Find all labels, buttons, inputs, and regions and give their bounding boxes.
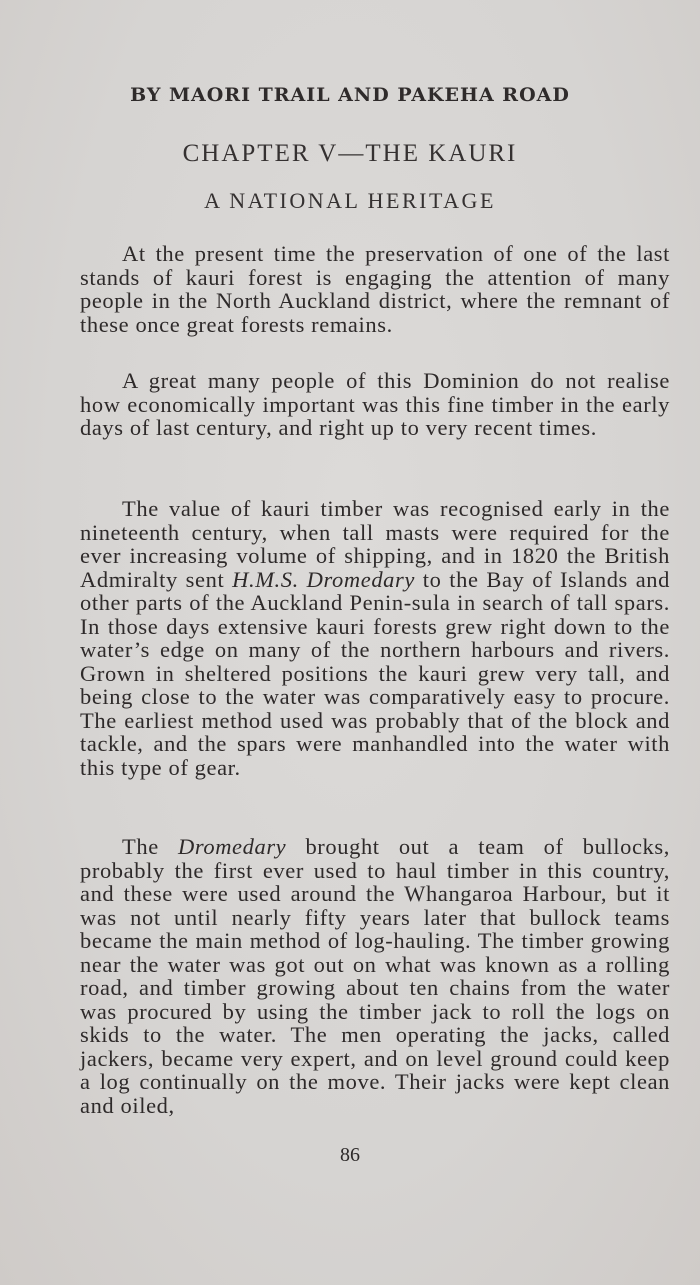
page-number: 86	[340, 1144, 360, 1166]
paragraph-3	[80, 497, 670, 779]
ship-name-hms-dromedary: H.M.S. Dromedary	[232, 566, 415, 592]
paragraph-4-text-a: The	[122, 834, 178, 859]
paragraph-1	[80, 242, 670, 336]
section-title: A NATIONAL HERITAGE	[204, 188, 496, 213]
paragraph-3-text-a: The value of kauri timber was recognised early in the nineteenth century, when tall masts were required for the ever increasing volume of shipping, and in 1820 the British Admiralty sent	[80, 496, 670, 592]
paragraph-3-text	[80, 497, 670, 779]
paragraph-3-text-b: to the Bay of Islands and other parts of the Auckland Penin-sula in search of tall spars. In those days extensive kauri forests grew right down to the water’s edge on many of the northern harbours and rivers. Grown in sheltered positions the kauri grew very tall, and being close to the water was comparatively easy to procure. The earliest method used was probably that of the block and tackle, and the spars were manhandled into the water with this type of gear.	[80, 566, 670, 780]
ship-name-dromedary: Dromedary	[177, 834, 287, 859]
paragraph-4-text-b: brought out a team of bullocks, probably the first ever used to haul timber in this country, and these were used around the Whangaroa Harbour, but it was not until nearly fifty years later that bullock teams became the main method of log-hauling. The timber growing near the water was got out on what was known as a rolling road, and timber growing about ten chains from the water was procured by using the timber jack to roll the logs on skids to the water. The men operating the jacks, called jackers, became very expert, and on level ground could keep a log continually on the move. Their jacks were kept clean and oiled,	[80, 834, 670, 1118]
paragraph-2-text: A great many people of this Dominion do not realise how economically important was this fine timber in the early days of last century, and right up to very recent times.	[80, 368, 670, 440]
paragraph-2	[80, 369, 670, 440]
paragraph-1-text: At the present time the preservation of one of the last stands of kauri forest is engaging the attention of many people in the North Auckland district, where the remnant of these once great forests remains.	[80, 241, 670, 337]
running-head: BY MAORI TRAIL AND PAKEHA ROAD	[130, 84, 570, 106]
paragraph-4-text	[80, 835, 670, 1117]
paragraph-4	[80, 835, 670, 1117]
chapter-title: CHAPTER V—THE KAURI	[182, 140, 518, 167]
